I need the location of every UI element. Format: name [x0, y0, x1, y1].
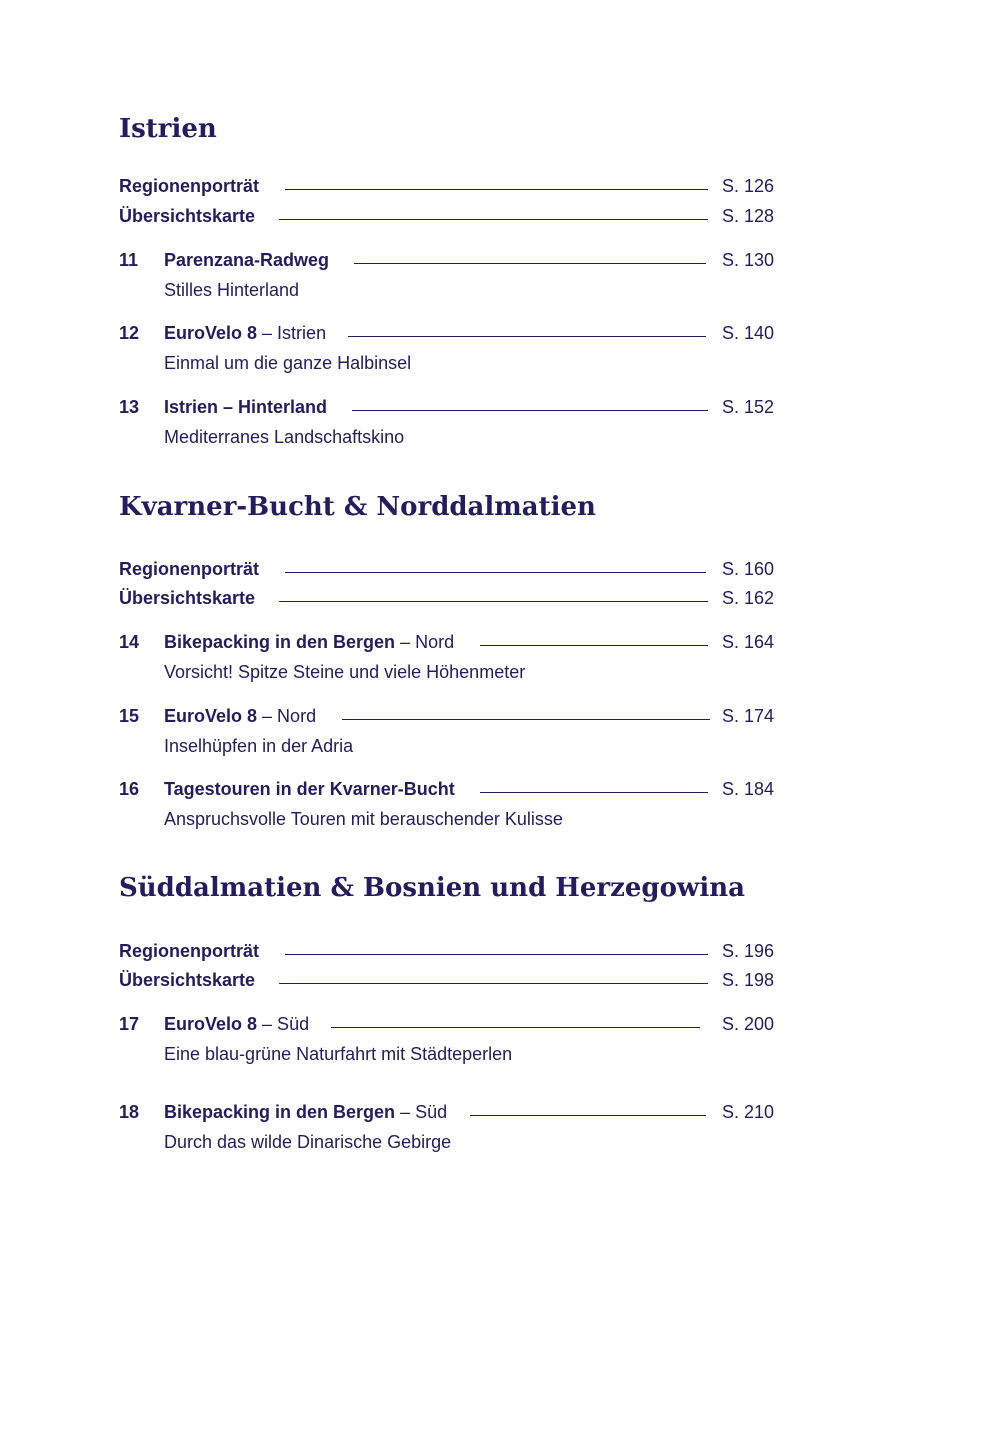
dotted-leader — [279, 983, 708, 984]
page-number: S. 184 — [721, 779, 774, 799]
dotted-leader — [331, 1027, 700, 1028]
toc-entry-uebersichtskarte[interactable] — [119, 586, 774, 610]
dotted-leader — [480, 645, 708, 646]
page-number: S. 200 — [721, 1014, 774, 1034]
dotted-leader — [285, 189, 708, 190]
tour-number: 13 — [119, 397, 140, 417]
entry-label: Regionenporträt — [119, 176, 260, 196]
tour-title: Bikepacking in den Bergen – Süd — [164, 1102, 448, 1122]
toc-entry-tour-18[interactable] — [119, 1100, 774, 1124]
tour-number: 15 — [119, 706, 140, 726]
dotted-leader — [279, 219, 708, 220]
dotted-leader — [342, 719, 710, 720]
section-title-istrien: Istrien — [119, 114, 217, 144]
entry-label: Übersichtskarte — [119, 206, 256, 226]
page-number: S. 128 — [721, 206, 774, 226]
dotted-leader — [480, 792, 708, 793]
tour-number: 16 — [119, 779, 140, 799]
dotted-leader — [348, 336, 706, 337]
toc-entry-tour-15[interactable] — [119, 704, 774, 728]
tour-subtitle: Anspruchsvolle Touren mit berauschender Kulisse — [164, 809, 563, 829]
dotted-leader — [285, 572, 706, 573]
dotted-leader — [279, 601, 708, 602]
entry-label: Regionenporträt — [119, 559, 260, 579]
toc-entry-tour-13[interactable] — [119, 395, 774, 419]
toc-entry-regionenportraet[interactable] — [119, 557, 774, 581]
tour-subtitle: Mediterranes Landschaftskino — [164, 427, 405, 447]
tour-subtitle: Durch das wilde Dinarische Gebirge — [164, 1132, 452, 1152]
tour-title: EuroVelo 8 – Süd — [164, 1014, 310, 1034]
tour-title: Parenzana-Radweg — [164, 250, 330, 270]
section-title-sueddalmatien: Süddalmatien & Bosnien und Herzegowina — [119, 873, 745, 903]
page-number: S. 210 — [721, 1102, 774, 1122]
tour-number: 12 — [119, 323, 140, 343]
dotted-leader — [354, 263, 706, 264]
toc-entry-tour-14[interactable] — [119, 630, 774, 654]
dotted-leader — [352, 410, 708, 411]
tour-number: 18 — [119, 1102, 140, 1122]
tour-title: EuroVelo 8 – Nord — [164, 706, 317, 726]
tour-subtitle: Einmal um die ganze Halbinsel — [164, 353, 412, 373]
page-number: S. 160 — [721, 559, 774, 579]
tour-subtitle: Vorsicht! Spitze Steine und viele Höhenmeter — [164, 662, 526, 682]
toc-entry-tour-17[interactable] — [119, 1012, 774, 1036]
page-number: S. 126 — [721, 176, 774, 196]
tour-subtitle: Eine blau-grüne Naturfahrt mit Städteperlen — [164, 1044, 513, 1064]
page-number: S. 196 — [721, 941, 774, 961]
entry-label: Übersichtskarte — [119, 588, 256, 608]
dotted-leader — [470, 1115, 706, 1116]
page-number: S. 162 — [721, 588, 774, 608]
page-number: S. 164 — [721, 632, 774, 652]
page-number: S. 198 — [721, 970, 774, 990]
toc-entry-tour-12[interactable] — [119, 321, 774, 345]
toc-entry-tour-11[interactable] — [119, 248, 774, 272]
tour-title: EuroVelo 8 – Istrien — [164, 323, 327, 343]
tour-subtitle: Inselhüpfen in der Adria — [164, 736, 354, 756]
tour-title: Tagestouren in der Kvarner-Bucht — [164, 779, 455, 799]
page-number: S. 130 — [721, 250, 774, 270]
page-number: S. 140 — [721, 323, 774, 343]
tour-number: 14 — [119, 632, 140, 652]
section-title-kvarner: Kvarner-Bucht & Norddalmatien — [119, 492, 596, 522]
tour-title: Bikepacking in den Bergen – Nord — [164, 632, 455, 652]
dotted-leader — [285, 954, 708, 955]
entry-label: Übersichtskarte — [119, 970, 256, 990]
toc-entry-regionenportraet[interactable] — [119, 174, 774, 198]
toc-entry-uebersichtskarte[interactable] — [119, 204, 774, 228]
toc-entry-regionenportraet[interactable] — [119, 939, 774, 963]
tour-title: Istrien – Hinterland — [164, 397, 328, 417]
tour-subtitle: Stilles Hinterland — [164, 280, 300, 300]
tour-number: 17 — [119, 1014, 140, 1034]
toc-entry-tour-16[interactable] — [119, 777, 774, 801]
tour-number: 11 — [119, 250, 139, 270]
entry-label: Regionenporträt — [119, 941, 260, 961]
page-number: S. 152 — [721, 397, 774, 417]
toc-entry-uebersichtskarte[interactable] — [119, 968, 774, 992]
page-number: S. 174 — [721, 706, 774, 726]
